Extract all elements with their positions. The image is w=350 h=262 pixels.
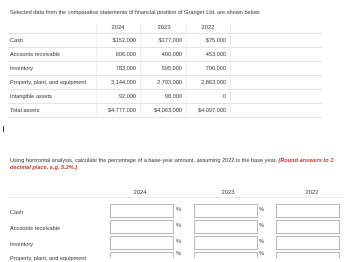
row-divider: [8, 117, 322, 118]
text-cursor: [3, 126, 4, 132]
percent-sign: %: [259, 251, 264, 257]
answer-label-inventory: Inventory: [10, 242, 34, 248]
answer-input-inventory-2023[interactable]: [194, 236, 258, 250]
answer-input-ar-2024[interactable]: [110, 220, 174, 234]
answer-label-ppe: Property, plant, and equipment: [10, 256, 87, 262]
row-label-total-assets: Total assets: [10, 108, 40, 114]
value-total-2023: $4,063,000: [154, 108, 182, 114]
percent-sign: %: [176, 223, 181, 229]
value-ppe-2023: 2,793,000: [157, 80, 182, 86]
value-intangible-2024: 92,000: [118, 94, 136, 100]
answer-input-ppe-2023[interactable]: [194, 252, 258, 258]
value-ppe-2022: 2,863,000: [201, 80, 226, 86]
answer-input-inventory-2024[interactable]: [110, 236, 174, 250]
answer-label-accounts-receivable: Accounts receivable: [10, 226, 61, 232]
row-label-accounts-receivable: Accounts receivable: [10, 52, 61, 58]
row-divider: [8, 33, 322, 34]
answer-header-2022: 2022: [305, 190, 319, 196]
instruction-rounding-note: (Round answers to 1 decimal place, e.g. 5.2%.): [10, 158, 334, 171]
value-cash-2022: $75,000: [205, 38, 226, 44]
percent-sign: %: [176, 251, 181, 257]
answer-input-ar-2023[interactable]: [194, 220, 258, 234]
answer-input-ppe-2022[interactable]: [276, 252, 340, 258]
row-label-intangible-assets: Intangible assets: [10, 94, 52, 100]
answer-input-cash-2023[interactable]: [194, 204, 258, 218]
percent-sign: %: [259, 223, 264, 229]
value-total-2022: $4,097,000: [198, 108, 226, 114]
percent-sign: %: [259, 207, 264, 213]
value-ar-2024: 606,000: [115, 52, 136, 58]
year-header-2022: 2022: [201, 25, 215, 31]
value-cash-2024: $152,000: [112, 38, 136, 44]
percent-sign: %: [176, 239, 181, 245]
row-divider: [8, 61, 322, 62]
value-ar-2023: 400,000: [161, 52, 182, 58]
year-header-2024: 2024: [111, 25, 125, 31]
row-divider: [8, 47, 322, 48]
instruction-main: Using horizontal analysis, calculate the percentage of a base-year amount, assuming 2022 is the base year.: [10, 158, 277, 164]
value-inventory-2024: 783,000: [115, 66, 136, 72]
answer-input-inventory-2022[interactable]: [276, 236, 340, 250]
value-inventory-2023: 595,000: [161, 66, 182, 72]
answer-header-2023: 2023: [221, 190, 235, 196]
answer-header-2024: 2024: [133, 190, 147, 196]
answer-label-cash: Cash: [10, 210, 24, 216]
answer-input-ppe-2024[interactable]: [110, 252, 174, 258]
value-total-2024: $4,777,000: [108, 108, 136, 114]
row-divider: [8, 89, 322, 90]
answer-input-cash-2024[interactable]: [110, 204, 174, 218]
answer-header-divider: [8, 197, 344, 198]
row-divider: [8, 103, 322, 104]
instruction-text: [10, 158, 340, 172]
value-ppe-2024: 3,144,000: [111, 80, 136, 86]
percent-sign: %: [176, 207, 181, 213]
answer-input-cash-2022[interactable]: [276, 204, 340, 218]
row-label-ppe: Property, plant, and equipment: [10, 80, 87, 86]
column-divider: [230, 24, 231, 115]
value-ar-2022: 453,000: [205, 52, 226, 58]
year-header-2023: 2023: [157, 25, 171, 31]
value-intangible-2023: 98,000: [164, 94, 182, 100]
row-label-cash: Cash: [10, 38, 24, 44]
percent-sign: %: [259, 239, 264, 245]
value-cash-2023: $177,000: [158, 38, 182, 44]
value-inventory-2022: 706,000: [205, 66, 226, 72]
answer-input-ar-2022[interactable]: [276, 220, 340, 234]
row-label-inventory: Inventory: [10, 66, 34, 72]
intro-text: Selected data from the comparative statements of financial position of Granger Ltd. are shown below:: [10, 10, 261, 16]
row-divider: [8, 75, 322, 76]
column-divider: [140, 24, 141, 115]
value-intangible-2022: 0: [222, 94, 226, 100]
